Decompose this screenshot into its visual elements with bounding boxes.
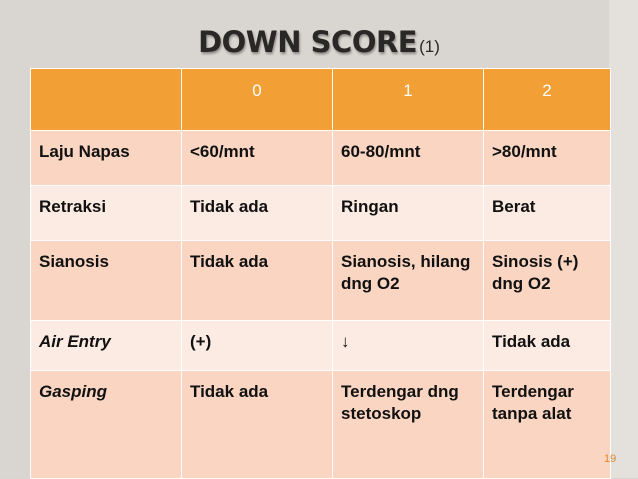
header-cell: 0 bbox=[182, 69, 333, 131]
table-cell: Sianosis, hilang dng O2 bbox=[333, 241, 484, 321]
table-cell: Tidak ada bbox=[182, 371, 333, 479]
table-cell: (+) bbox=[182, 321, 333, 371]
table-cell: Tidak ada bbox=[182, 186, 333, 241]
row-label: Sianosis bbox=[31, 241, 182, 321]
table-cell: Sinosis (+) dng O2 bbox=[484, 241, 611, 321]
row-label: Retraksi bbox=[31, 186, 182, 241]
title-text: DOWN SCORE bbox=[198, 25, 418, 59]
table-row bbox=[31, 131, 611, 186]
title-suffix: (1) bbox=[419, 37, 440, 56]
header-cell bbox=[31, 69, 182, 131]
slide-title bbox=[0, 25, 638, 65]
row-label: Laju Napas bbox=[31, 131, 182, 186]
slide-right-band bbox=[609, 0, 638, 478]
table-cell: Terdengar tanpa alat bbox=[484, 371, 611, 479]
header-cell: 1 bbox=[333, 69, 484, 131]
row-label: Gasping bbox=[31, 371, 182, 479]
table-cell: Tidak ada bbox=[182, 241, 333, 321]
page-number: 19 bbox=[604, 453, 617, 465]
table-cell: Ringan bbox=[333, 186, 484, 241]
table-row bbox=[31, 241, 611, 321]
table-cell: <60/mnt bbox=[182, 131, 333, 186]
table-row bbox=[31, 371, 611, 479]
down-score-table bbox=[30, 68, 611, 479]
table-row bbox=[31, 321, 611, 371]
table-cell: 60-80/mnt bbox=[333, 131, 484, 186]
table-cell: Berat bbox=[484, 186, 611, 241]
header-cell: 2 bbox=[484, 69, 611, 131]
down-arrow-icon: ↓ bbox=[333, 321, 484, 371]
table-header-row bbox=[31, 69, 611, 131]
table-cell: >80/mnt bbox=[484, 131, 611, 186]
row-label: Air Entry bbox=[31, 321, 182, 371]
table-cell: Tidak ada bbox=[484, 321, 611, 371]
table-cell: Terdengar dng stetoskop bbox=[333, 371, 484, 479]
table-row bbox=[31, 186, 611, 241]
